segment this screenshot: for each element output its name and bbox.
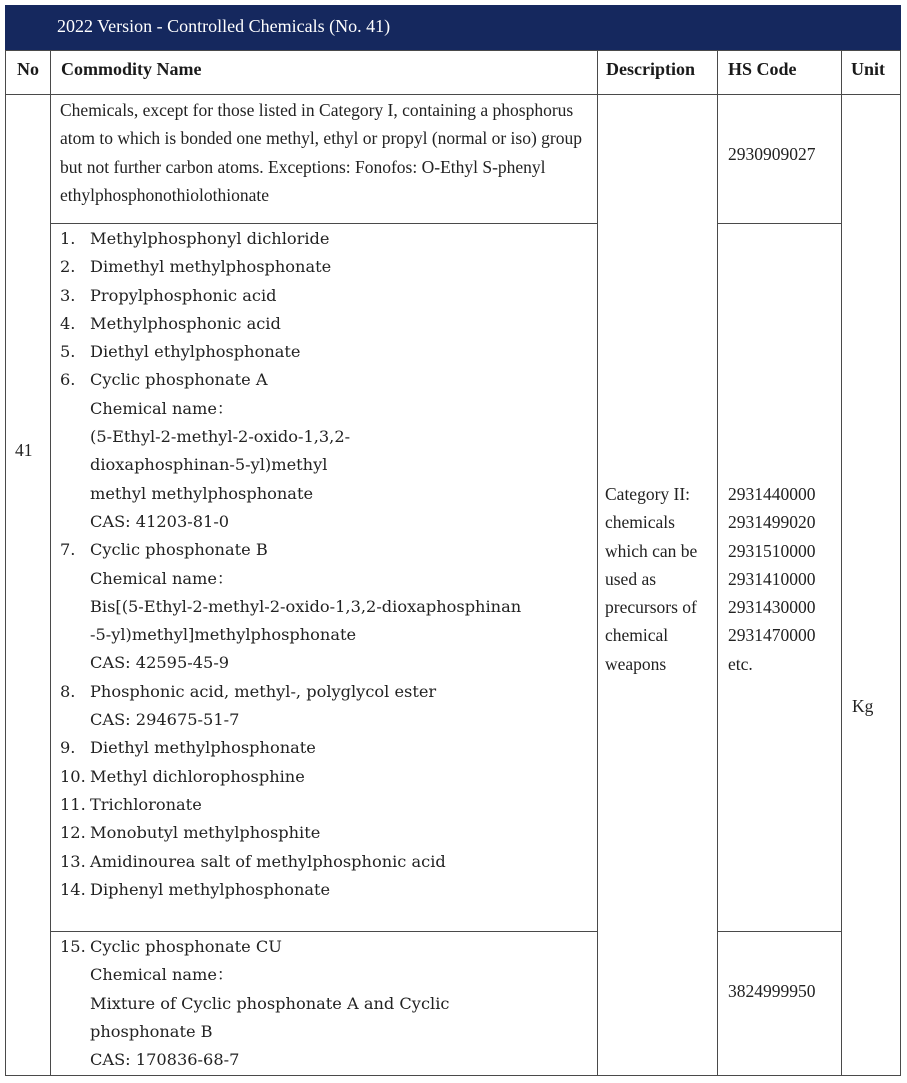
list-item-detail: phosphonate B: [90, 1021, 213, 1041]
list-item-number: 12.: [60, 823, 86, 843]
list-item: [60, 536, 595, 677]
list-item-detail: dioxaphosphinan-5-yl)methyl: [90, 455, 328, 475]
header-hs-code: HS Code: [728, 59, 797, 79]
table-title: 2022 Version - Controlled Chemicals (No. 41): [5, 5, 901, 50]
table-border: [5, 50, 901, 51]
list-item-name: Phosphonic acid, methyl-, polyglycol ester: [90, 681, 437, 701]
group3-hs-code: 3824999950: [728, 981, 816, 1001]
list-item: [60, 791, 595, 819]
unit-value: Kg: [852, 696, 874, 716]
list-item: [60, 225, 595, 253]
list-item-name: Cyclic phosphonate CU: [90, 937, 282, 956]
list-item: [60, 876, 595, 904]
hs-code-value: 2931510000: [728, 540, 816, 561]
list-item-name: Monobutyl methylphosphite: [90, 823, 321, 843]
hs-code-value: 2931410000: [728, 568, 816, 589]
list-item: [60, 366, 595, 536]
list-item-number: 11.: [60, 794, 86, 814]
list-item-name: Methylphosphonic acid: [90, 313, 281, 333]
list-item-number: 13.: [60, 851, 86, 871]
row-divider: [50, 223, 598, 224]
header-commodity-name: Commodity Name: [61, 59, 202, 79]
group2-commodity-list: [60, 225, 595, 904]
list-item-detail: CAS: 41203-81-0: [90, 511, 230, 531]
hs-code-value: 2931499020: [728, 512, 816, 533]
group3-commodity-list: [60, 933, 595, 1074]
list-item-detail: -5-yl)methyl]methylphosphonate: [90, 625, 357, 645]
list-item-name: Propylphosphonic acid: [90, 285, 277, 305]
list-item-detail: Chemical name：: [90, 568, 234, 588]
list-item-number: 8.: [60, 681, 76, 701]
list-item-number: 14.: [60, 879, 86, 899]
row-divider: [717, 931, 842, 932]
column-divider: [717, 50, 718, 1076]
list-item-detail: Mixture of Cyclic phosphonate A and Cyclic: [90, 993, 450, 1013]
list-item: [60, 253, 595, 281]
group1-hs-code: 2930909027: [728, 144, 816, 164]
list-item: [60, 282, 595, 310]
table-border: [900, 50, 901, 1076]
list-item-name: Cyclic phosphonate A: [90, 370, 268, 390]
table-border: [5, 1075, 901, 1076]
list-item-detail: Chemical name：: [90, 398, 234, 418]
list-item-number: 9.: [60, 738, 76, 758]
list-item-detail: (5-Ethyl-2-methyl-2-oxido-1,3,2-: [90, 427, 351, 447]
list-item-detail: CAS: 294675-51-7: [90, 710, 240, 730]
row-divider: [50, 931, 598, 932]
list-item-number: 10.: [60, 766, 86, 786]
list-item-number: 4.: [60, 313, 76, 333]
list-item-name: Dimethyl methylphosphonate: [90, 257, 332, 277]
header-no: No: [17, 59, 39, 79]
hs-code-value: 2931430000: [728, 597, 816, 618]
column-divider: [597, 50, 598, 1076]
list-item-name: Cyclic phosphonate B: [90, 540, 268, 560]
list-item-detail: CAS: 170836-68-7: [90, 1050, 240, 1070]
list-item: [60, 338, 595, 366]
header-unit: Unit: [851, 59, 886, 79]
group1-commodity-text: Chemicals, except for those listed in Category I, containing a phosphorus atom to which is bonded one methyl, ethyl or propyl (normal or iso) group but not further carbon atoms. Exceptions: Fonofos: O-Ethyl S-phenyl ethylphosphonothiolothionate: [60, 100, 582, 205]
list-item-detail: methyl methylphosphonate: [90, 483, 314, 503]
list-item: [60, 734, 595, 762]
list-item: [60, 848, 595, 876]
column-divider: [841, 50, 842, 1076]
list-item: [60, 763, 595, 791]
list-item-name: Diethyl ethylphosphonate: [90, 342, 301, 362]
list-item-number: 5.: [60, 342, 76, 362]
list-item-detail: Bis[(5-Ethyl-2-methyl-2-oxido-1,3,2-dioxaphosphinan: [90, 596, 522, 616]
list-item-number: 2.: [60, 257, 76, 277]
list-item-number: 15.: [60, 937, 86, 956]
list-item-name: Trichloronate: [90, 794, 202, 814]
header-description: Description: [606, 59, 695, 79]
column-divider: [50, 50, 51, 1076]
list-item-number: 7.: [60, 540, 76, 560]
list-item: [60, 933, 595, 1074]
table-border: [5, 94, 901, 95]
list-item-number: 6.: [60, 370, 76, 390]
list-item-number: 1.: [60, 229, 76, 248]
list-item: [60, 819, 595, 847]
list-item: [60, 310, 595, 338]
hs-code-value: 2931440000: [728, 484, 816, 504]
table-border: [5, 50, 6, 1076]
list-item-name: Methyl dichlorophosphine: [90, 766, 305, 786]
list-item-name: Diethyl methylphosphonate: [90, 738, 316, 758]
description-text: Category II: chemicals which can be used as precursors of chemical weapons: [605, 484, 698, 674]
hs-code-value: etc.: [728, 653, 753, 674]
list-item-detail: Chemical name：: [90, 965, 234, 985]
list-item-detail: CAS: 42595-45-9: [90, 653, 230, 673]
row-divider: [717, 223, 842, 224]
hs-code-value: 2931470000: [728, 625, 816, 646]
list-item-name: Methylphosphonyl dichloride: [90, 229, 330, 248]
list-item-number: 3.: [60, 285, 76, 305]
list-item-name: Diphenyl methylphosphonate: [90, 879, 331, 899]
list-item: [60, 678, 595, 735]
row-number: 41: [15, 440, 33, 460]
list-item-name: Amidinourea salt of methylphosphonic acid: [90, 851, 446, 871]
group2-hs-codes: [728, 480, 816, 678]
